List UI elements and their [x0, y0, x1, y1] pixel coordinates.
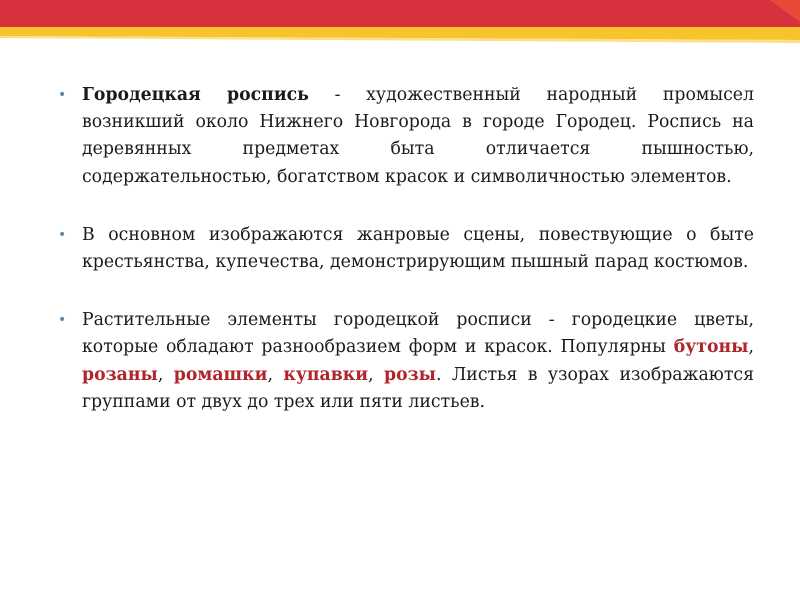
- separator: ,: [267, 364, 284, 385]
- bullet-marker: •: [58, 226, 67, 243]
- bullet-marker: •: [58, 312, 67, 329]
- separator: ,: [157, 364, 174, 385]
- flower-butony: бутоны: [673, 337, 749, 358]
- flower-rozany: розаны: [82, 364, 158, 385]
- bullet-marker: •: [58, 87, 67, 103]
- header-red-band: [0, 0, 800, 27]
- bullet-2-text: В основном изображаются жанровые сцены, повествующие о быте крестьянства, купечества, демонстрирующим пышный парад костюмов.: [82, 224, 754, 273]
- separator: ,: [368, 364, 384, 385]
- bullet-2: [56, 222, 754, 276]
- content-area: [56, 82, 754, 447]
- bullet-3-text-before: Растительные элементы городецкой росписи - городецкие цветы, которые обладают разнообразием форм и красок. Популярны: [82, 310, 754, 358]
- flower-rozy: розы: [383, 364, 436, 385]
- separator: ,: [748, 337, 754, 358]
- bullet-3-text-after: Листья в узорах изображаются группами от двух до трех или пяти листьев.: [82, 364, 754, 412]
- bullet-1: [56, 82, 754, 191]
- end-mark: .: [435, 364, 442, 385]
- term-gorodets-painting: Городецкая роспись: [82, 85, 309, 105]
- bullet-1-text: - художественный народный промысел возникший около Нижнего Новгорода в городе Городец. Роспись на деревянных предметах быта отличается пышностью, содержательностью, богатством красок и символичностью элементов.: [82, 85, 754, 187]
- flower-kupavki: купавки: [283, 364, 369, 385]
- bullet-3: [56, 307, 754, 416]
- flower-romashki: ромашки: [173, 364, 268, 385]
